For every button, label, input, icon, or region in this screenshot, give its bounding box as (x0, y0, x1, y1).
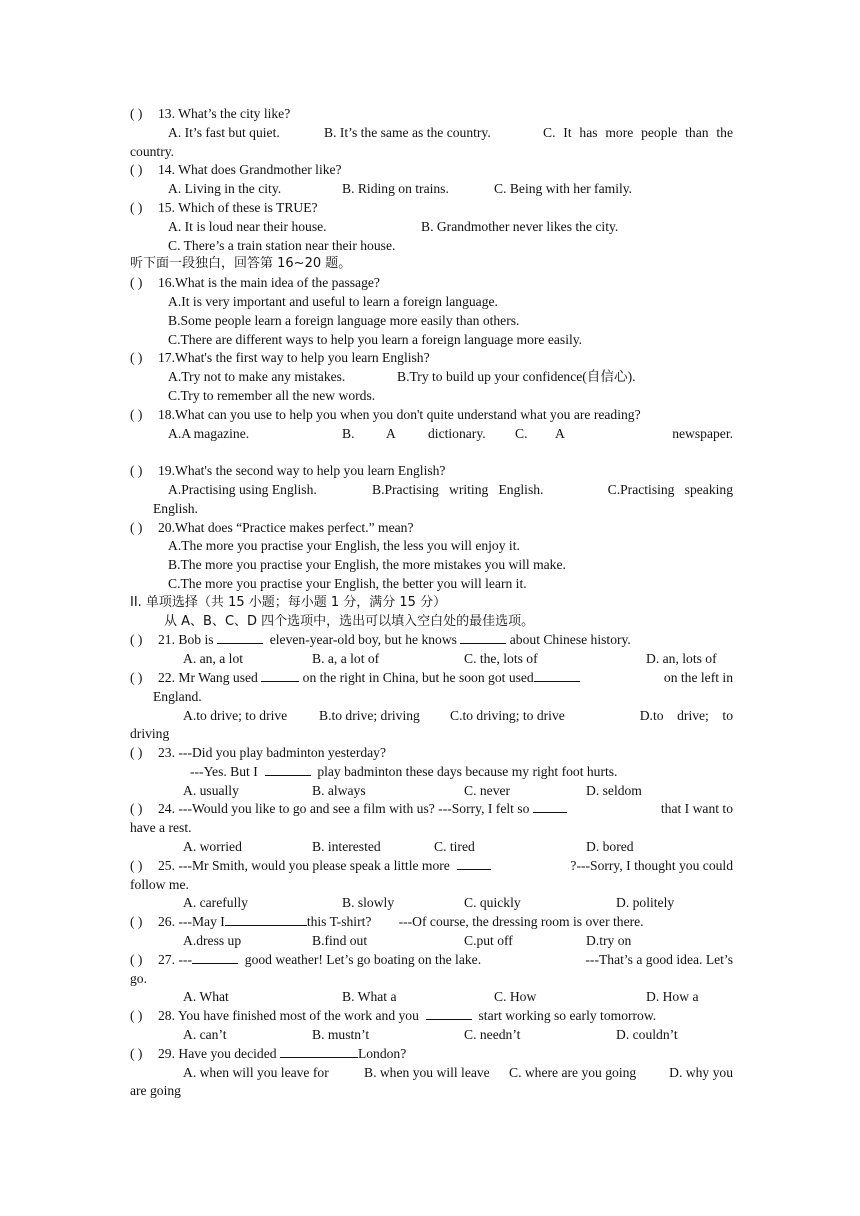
option-a[interactable]: A. can’t (183, 1027, 227, 1043)
question-stem: 28. You have finished most of the work and you (158, 1008, 419, 1024)
question-stem: 21. Bob is (158, 632, 214, 648)
option-b[interactable]: B.Practising writing English. (372, 481, 544, 497)
option-c[interactable]: C.Practising speaking (607, 481, 733, 497)
question-stem-part: eleven-year-old boy, but he knows (269, 632, 457, 648)
option-b[interactable]: B. Grandmother never likes the city. (421, 218, 619, 234)
option-b[interactable]: B. a, a lot of (312, 651, 380, 667)
question-stem: 26. ---May I (158, 914, 225, 930)
option-a[interactable]: A.dress up (183, 933, 242, 949)
answer-blank[interactable] (217, 631, 263, 644)
answer-blank[interactable] (534, 669, 580, 682)
answer-paren[interactable]: ( ) (130, 669, 143, 685)
answer-blank[interactable] (192, 951, 238, 964)
question-stem: 24. ---Would you like to go and see a film with us? ---Sorry, I felt so (158, 801, 530, 817)
answer-paren[interactable]: ( ) (130, 199, 143, 215)
answer-paren[interactable]: ( ) (130, 632, 143, 648)
option-b[interactable]: B. It’s the same as the country. (324, 124, 491, 140)
option-d[interactable]: D. politely (616, 895, 675, 911)
option-c[interactable]: C. There’s a train station near their house. (168, 237, 396, 253)
answer-paren[interactable]: ( ) (130, 951, 143, 967)
option-d[interactable]: D. seldom (586, 782, 642, 798)
question-stem-part: play badminton these days because my right foot hurts. (317, 763, 618, 779)
option-b[interactable]: B. when you will leave (364, 1064, 490, 1080)
option-d[interactable]: D. an, lots of (646, 651, 717, 667)
question-stem-continued: follow me. (130, 876, 189, 892)
question-stem-part: ?---Sorry, I thought you could (570, 857, 733, 873)
question-stem: 17.What's the first way to help you learn English? (158, 350, 430, 366)
option-b[interactable]: B. always (312, 782, 366, 798)
option-d[interactable]: D.to drive; to (639, 707, 733, 723)
answer-paren[interactable]: ( ) (130, 106, 143, 121)
option-c-letter[interactable]: C. (515, 425, 528, 441)
answer-paren[interactable]: ( ) (130, 519, 143, 535)
option-c[interactable]: C. quickly (464, 895, 521, 911)
question-13 (130, 105, 733, 161)
option-a[interactable]: A. What (183, 989, 229, 1005)
question-stem-part: ---Yes. But I (190, 763, 258, 779)
option-d-continued: are going (130, 1083, 181, 1099)
option-b[interactable]: B.Try to build up your confidence(自信心). (397, 369, 636, 385)
answer-blank[interactable] (533, 800, 567, 813)
question-16 (130, 274, 733, 349)
question-20 (130, 519, 733, 594)
question-28 (130, 1007, 733, 1045)
answer-paren[interactable]: ( ) (130, 350, 143, 366)
option-b-letter[interactable]: B. (342, 425, 355, 441)
question-22 (130, 669, 733, 744)
option-d[interactable]: D. couldn’t (616, 1027, 678, 1043)
question-17 (130, 349, 733, 405)
option-b-word[interactable]: dictionary. (428, 425, 486, 441)
option-a[interactable]: A.The more you practise your English, the less you will enjoy it. (168, 538, 520, 554)
option-d[interactable]: D. bored (586, 839, 634, 855)
option-b[interactable]: B.Some people learn a foreign language more easily than others. (168, 312, 520, 328)
option-a[interactable]: A. carefully (183, 895, 248, 911)
question-stem-part: on the right in China, but he soon got used (302, 669, 534, 685)
option-c[interactable]: C. How (494, 989, 537, 1005)
option-c[interactable]: C.There are different ways to help you learn a foreign language more easily. (168, 331, 583, 347)
section-ii-title: II. 单项选择（共 15 小题；每小题 1 分，满分 15 分） (130, 594, 447, 610)
option-b[interactable]: B.to drive; driving (319, 707, 420, 723)
option-d-continued: driving (130, 726, 170, 742)
option-b[interactable]: B.find out (312, 933, 368, 949)
option-b[interactable]: B. What a (342, 989, 397, 1005)
question-stem-continued: have a rest. (130, 820, 192, 836)
option-b[interactable]: B. mustn’t (312, 1027, 370, 1043)
question-stem-part: London? (357, 1045, 407, 1061)
question-26 (130, 913, 733, 951)
option-d[interactable]: D. How a (646, 989, 699, 1005)
question-stem-part: ---Of course, the dressing room is over there. (398, 914, 644, 930)
question-stem: 16.What is the main idea of the passage? (158, 275, 380, 291)
question-stem-part: good weather! Let’s go boating on the lake. (244, 951, 482, 967)
question-stem: 13. What’s the city like? (158, 106, 291, 121)
question-stem-part: about Chinese history. (509, 632, 631, 648)
question-stem: 19.What's the second way to help you learn English? (158, 463, 446, 479)
question-stem: 18.What can you use to help you when you don't quite understand what you are reading? (158, 406, 641, 422)
answer-paren[interactable]: ( ) (130, 914, 143, 930)
option-a[interactable]: A.A magazine. (168, 425, 250, 441)
question-23 (130, 744, 733, 800)
question-stem: 22. Mr Wang used (158, 669, 258, 685)
answer-paren[interactable]: ( ) (130, 1008, 143, 1024)
option-b[interactable]: B. slowly (342, 895, 395, 911)
option-a[interactable]: A. Living in the city. (168, 181, 282, 197)
question-18 (130, 406, 733, 462)
option-c[interactable]: C. tired (434, 839, 475, 855)
option-a[interactable]: A. worried (183, 839, 242, 855)
question-29 (130, 1045, 733, 1101)
answer-blank[interactable] (460, 631, 506, 644)
option-c[interactable]: C. Being with her family. (494, 181, 633, 197)
section-ii-instructions: 从 A、B、C、D 四个选项中，选出可以填入空白处的最佳选项。 (164, 613, 535, 629)
answer-paren[interactable]: ( ) (130, 162, 143, 178)
option-a[interactable]: A.Practising using English. (168, 481, 317, 497)
question-stem: 25. ---Mr Smith, would you please speak a little more (158, 857, 450, 873)
option-c[interactable]: C.put off (464, 933, 513, 949)
option-d[interactable]: D.try on (586, 933, 632, 949)
answer-blank[interactable] (261, 669, 299, 682)
option-c-word[interactable]: newspaper. (672, 425, 733, 441)
question-stem: 14. What does Grandmother like? (158, 162, 342, 178)
question-stem-continued: England. (153, 688, 202, 704)
question-stem-continued: go. (130, 970, 147, 986)
option-d[interactable]: D. why you (669, 1064, 733, 1080)
question-14 (130, 161, 733, 199)
option-c[interactable]: C. needn’t (464, 1027, 521, 1043)
answer-paren[interactable]: ( ) (130, 275, 143, 291)
option-a[interactable]: A.to drive; to drive (183, 707, 288, 723)
answer-blank[interactable] (426, 1007, 472, 1020)
option-c-continued: country. (130, 143, 175, 159)
answer-paren[interactable]: ( ) (130, 463, 143, 479)
question-stem: 27. --- (158, 951, 192, 967)
question-stem: 23. ---Did you play badminton yesterday? (158, 745, 387, 761)
question-stem: 15. Which of these is TRUE? (158, 199, 318, 215)
option-b-article[interactable]: A (386, 425, 396, 441)
option-a[interactable]: A. when will you leave for (183, 1064, 329, 1080)
question-stem-part: this T-shirt? (306, 914, 372, 930)
answer-blank[interactable] (265, 763, 311, 776)
answer-paren[interactable]: ( ) (130, 406, 143, 422)
option-a[interactable]: A.Try not to make any mistakes. (168, 369, 346, 385)
question-stem-part: start working so early tomorrow. (478, 1008, 657, 1024)
question-25 (130, 857, 733, 913)
answer-paren[interactable]: ( ) (130, 801, 143, 817)
option-c[interactable]: C.to driving; to drive (450, 707, 565, 723)
answer-blank[interactable] (280, 1045, 358, 1058)
option-b[interactable]: B. Riding on trains. (342, 181, 449, 197)
answer-blank[interactable] (457, 857, 491, 870)
option-c[interactable]: C. where are you going (509, 1064, 637, 1080)
question-stem-part: ---That’s a good idea. Let’s (585, 951, 733, 967)
option-a[interactable]: A. an, a lot (183, 651, 244, 667)
question-19 (130, 462, 733, 518)
question-stem: 20.What does “Practice makes perfect.” mean? (158, 519, 414, 535)
option-c[interactable]: C. It has more people than the (543, 124, 733, 140)
question-stem-part: on the left in (663, 669, 733, 685)
answer-blank[interactable] (225, 913, 307, 926)
question-21 (130, 631, 733, 669)
option-c-continued: English. (153, 500, 198, 516)
option-a[interactable]: A. usually (183, 782, 239, 798)
option-c[interactable]: C.Try to remember all the new words. (168, 387, 376, 403)
question-stem-part: that I want to (660, 801, 733, 817)
option-c[interactable]: C. never (464, 782, 511, 798)
option-a[interactable]: A.It is very important and useful to learn a foreign language. (168, 293, 498, 309)
option-c-article[interactable]: A (555, 425, 565, 441)
option-a[interactable]: A. It is loud near their house. (168, 218, 327, 234)
option-b[interactable]: B.The more you practise your English, the more mistakes you will make. (168, 557, 566, 573)
section-heading-16-20: 听下面一段独白，回答第 16~20 题。 (130, 256, 352, 272)
answer-paren[interactable]: ( ) (130, 1045, 143, 1061)
option-c[interactable]: C. the, lots of (464, 651, 538, 667)
question-27 (130, 951, 733, 1007)
question-stem: 29. Have you decided (158, 1045, 277, 1061)
option-b[interactable]: B. interested (312, 839, 381, 855)
exam-page (130, 105, 733, 1101)
question-24 (130, 800, 733, 856)
answer-paren[interactable]: ( ) (130, 745, 143, 761)
option-c[interactable]: C.The more you practise your English, the better you will learn it. (168, 575, 527, 591)
question-15 (130, 199, 733, 255)
option-a[interactable]: A. It’s fast but quiet. (168, 124, 280, 140)
answer-paren[interactable]: ( ) (130, 857, 143, 873)
